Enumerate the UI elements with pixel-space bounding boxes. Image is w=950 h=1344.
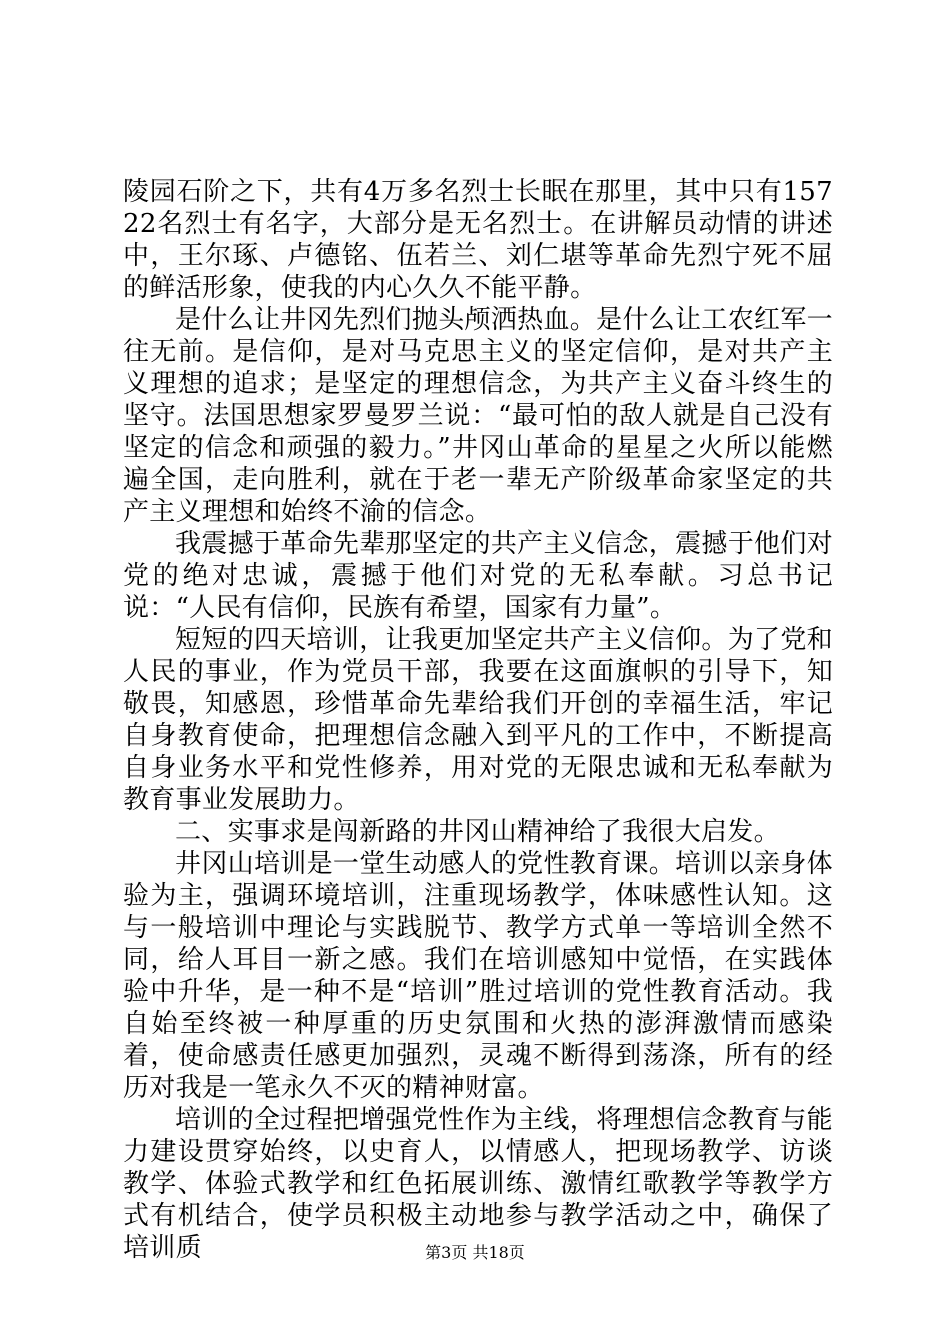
paragraph-3: 我震撼于革命先辈那坚定的共产主义信念，震撼于他们对党的绝对忠诚，震撼于他们对党的无私奉献。习总书记说：“人民有信仰，民族有希望，国家有力量”。 [123, 529, 833, 623]
section-heading-2: 二、实事求是闯新路的井冈山精神给了我很大启发。 [175, 817, 780, 847]
paragraph-1: 陵园石阶之下，共有4万多名烈士长眠在那里，其中只有15722名烈士有名字，大部分是无名烈士。在讲解员动情的讲述中，王尔琢、卢德铭、伍若兰、刘仁堪等革命先烈宁死不屈的鲜活形象，使我的内心久久不能平静。 [123, 177, 833, 303]
paragraph-6: 井冈山培训是一堂生动感人的党性教育课。培训以亲身体验为主，强调环境培训，注重现场教学，体味感性认知。这与一般培训中理论与实践脱节、教学方式单一等培训全然不同，给人耳目一新之感。我们在培训感知中觉悟，在实践体验中升华，是一种不是“培训”胜过培训的党性教育活动。我自始至终被一种厚重的历史氛围和火热的澎湃激情而感染着，使命感责任感更加强烈，灵魂不断得到荡涤，所有的经历对我是一笔永久不灭的精神财富。 [123, 849, 833, 1103]
paragraph-4: 短短的四天培训，让我更加坚定共产主义信仰。为了党和人民的事业，作为党员干部，我要在这面旗帜的引导下，知敬畏，知感恩，珍惜革命先辈给我们开创的幸福生活，牢记自身教育使命，把理想信念融入到平凡的工作中，不断提高自身业务水平和党性修养，用对党的无限忠诚和无私奉献为教育事业发展助力。 [123, 625, 833, 815]
page-number-footer: 第3页 共18页 [425, 1243, 525, 1262]
paragraph-7: 培训的全过程把增强党性作为主线，将理想信念教育与能力建设贯穿始终，以史育人，以情感人，把现场教学、访谈教学、体验式教学和红色拓展训练、激情红歌教学等教学方式有机结合，使学员积极主动地参与教学活动之中，确保了培训质 [123, 1105, 833, 1263]
paragraph-2: 是什么让井冈先烈们抛头颅洒热血。是什么让工农红军一往无前。是信仰，是对马克思主义的坚定信仰，是对共产主义理想的追求；是坚定的理想信念，为共产主义奋斗终生的坚守。法国思想家罗曼罗兰说：“最可怕的敌人就是自己没有坚定的信念和顽强的毅力。”井冈山革命的星星之火所以能燃遍全国，走向胜利，就在于老一辈无产阶级革命家坚定的共产主义理想和始终不渝的信念。 [123, 305, 833, 527]
document-body [123, 176, 833, 1264]
